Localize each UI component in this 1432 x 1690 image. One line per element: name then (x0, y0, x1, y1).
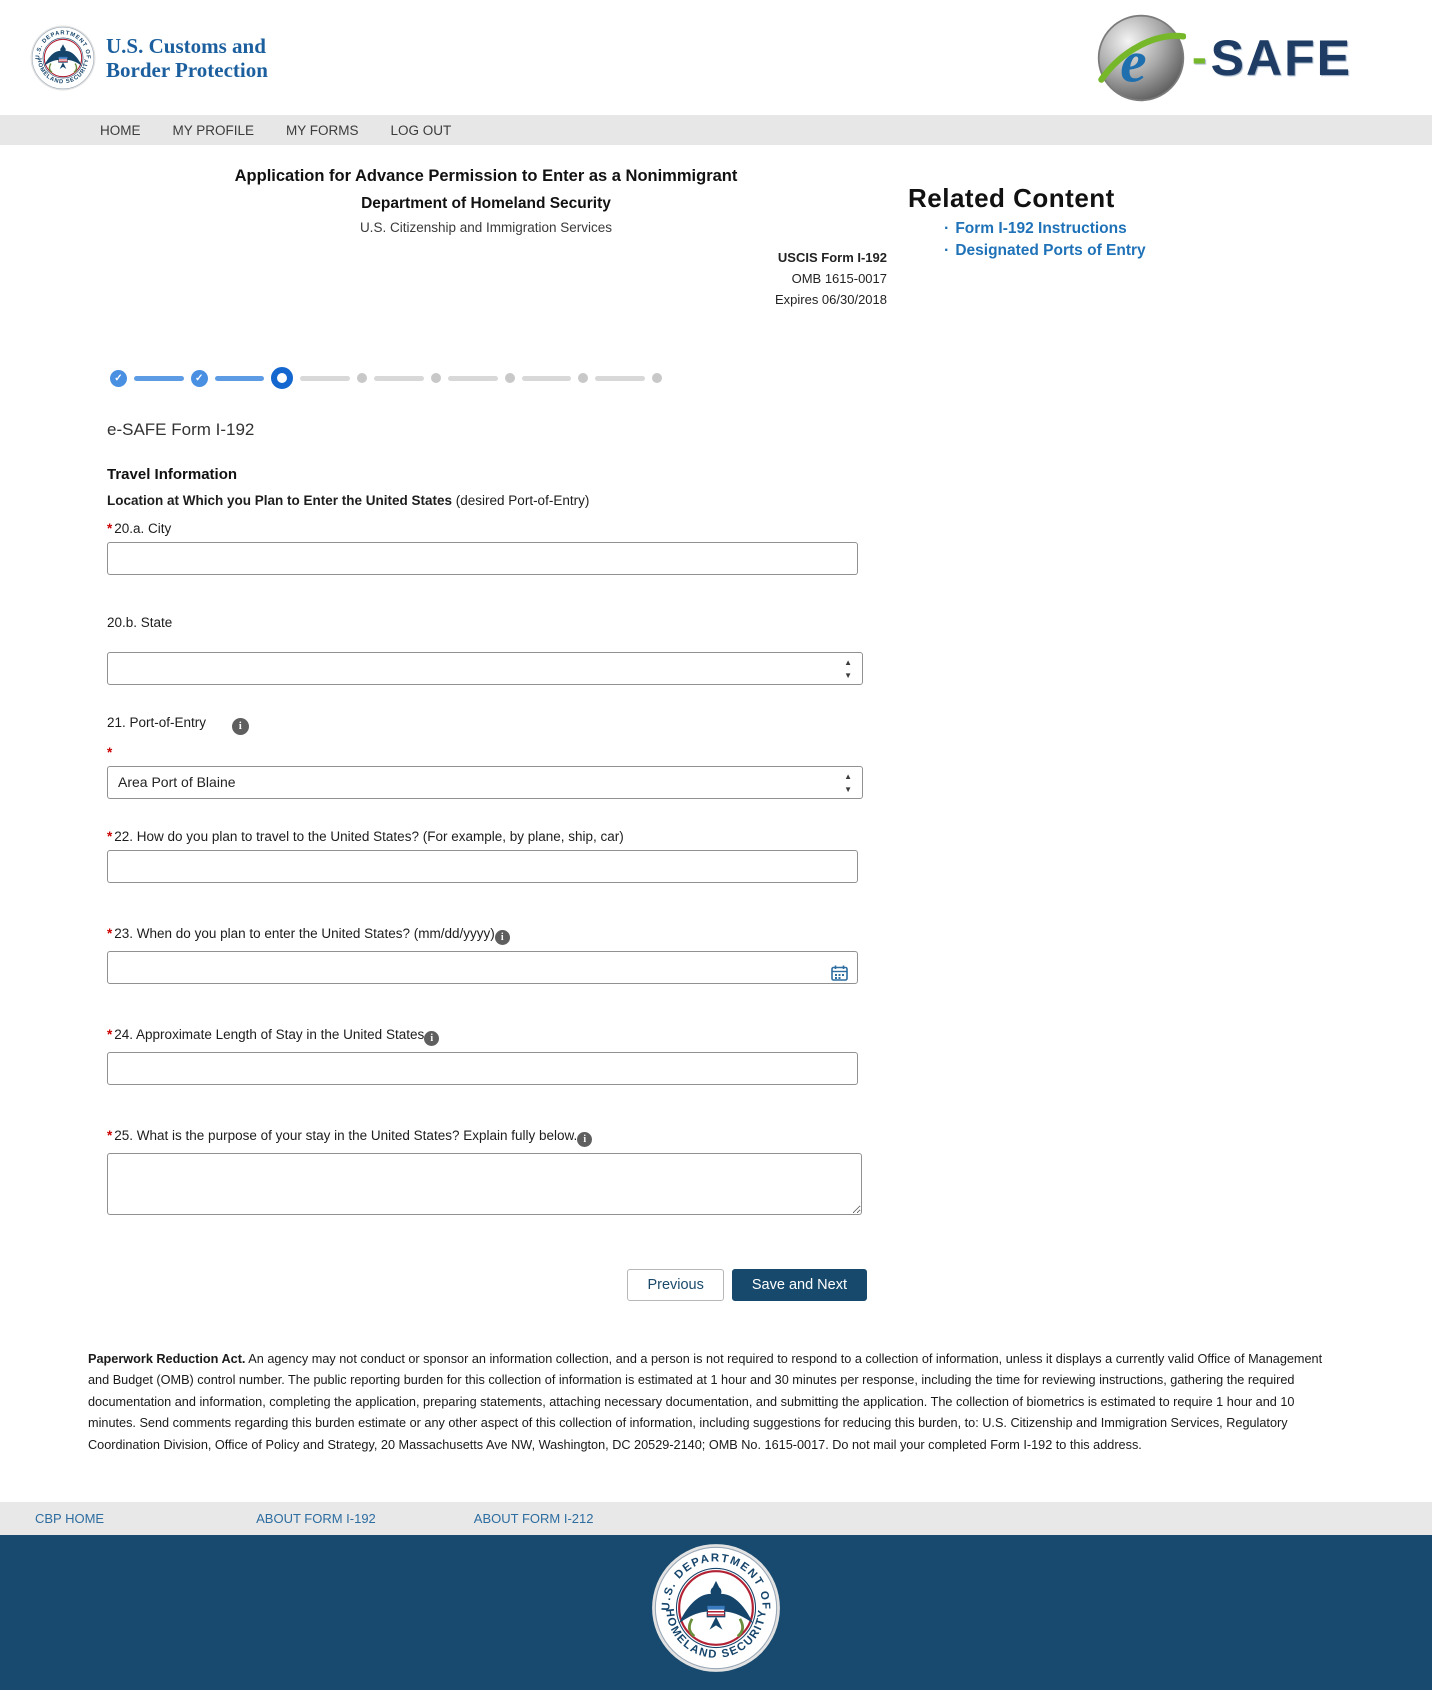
info-icon[interactable]: i (232, 718, 249, 735)
form-agency: U.S. Citizenship and Immigration Services (359, 220, 613, 235)
label-text-23: 23. When do you plan to enter the United States? (mm/dd/yyyy) (114, 925, 495, 941)
form-number: USCIS Form I-192 (777, 250, 887, 265)
state-select[interactable] (107, 652, 863, 685)
field-label-20b-state (107, 615, 1432, 630)
section-title-travel-information: Travel Information (107, 466, 238, 483)
port-of-entry-select[interactable] (107, 766, 863, 799)
cbp-brand (30, 25, 268, 91)
step-connector (374, 376, 424, 381)
paperwork-reduction-act-body: An agency may not conduct or sponsor an information collection, and a person is not required to respond to a collection of information, unless it displays a currently valid Office of Management and Budget (OMB) control number. The public reporting burden for this collection of information is estimated at 1 hour and 30 minutes per response, including the time for reviewing instructions, gathering the required documentation and information, completing the application, preparing statements, attaching necessary documentation, and submitting the application. The collection of biometrics is estimated to require 1 hour and 10 minutes. Send comments regarding this burden estimate or any other aspect of this collection of information, including suggestions for reducing this burden, to: U.S. Citizenship and Immigration Services, Regulatory Coordination Division, Office of Policy and Strategy, 20 Massachusetts Ave NW, Washington, DC 20529-2140; OMB No. 1615-0017. Do not mail your completed Form I-192 to this address. (88, 1351, 1323, 1452)
required-asterisk: * (107, 828, 113, 844)
field-label-21-port-of-entry (107, 715, 1432, 735)
related-content-panel (908, 183, 1238, 260)
label-text-20b: 20.b. State (107, 615, 173, 630)
step-8 (652, 373, 662, 383)
link-form-i192-instructions[interactable]: Form I-192 Instructions (955, 220, 1127, 237)
port-of-entry-select-value: Area Port of Blaine (118, 774, 236, 790)
step-connector (300, 376, 350, 381)
form-meta (107, 247, 887, 310)
omb-number: OMB 1615-0017 (791, 271, 887, 286)
cbp-seal-icon (30, 25, 96, 91)
required-indicator-line (107, 745, 1432, 760)
required-asterisk: * (107, 521, 113, 536)
label-text-21: 21. Port-of-Entry (107, 715, 207, 730)
previous-button[interactable]: Previous (627, 1269, 723, 1301)
step-3-current (271, 367, 293, 389)
step-connector (215, 376, 265, 381)
select-spinner-icon[interactable]: ▲ ▼ (844, 658, 852, 680)
form-title: Application for Advance Permission to Enter as a Nonimmigrant (234, 167, 738, 185)
paperwork-reduction-act-text (88, 1349, 1344, 1457)
cbp-wordmark-line2: Border Protection (106, 57, 268, 82)
label-text-25: 25. What is the purpose of your stay in the United States? Explain fully below. (114, 1127, 578, 1143)
label-text-24: 24. Approximate Length of Stay in the United States (114, 1026, 425, 1042)
step-5 (431, 373, 441, 383)
form-actions (107, 1269, 867, 1301)
entry-date-field (107, 951, 858, 984)
field-label-20a-city (107, 521, 1432, 536)
form-title-block (107, 167, 865, 235)
step-connector (522, 376, 572, 381)
page-header (0, 0, 1432, 115)
bullet-icon: · (944, 242, 950, 259)
nav-item-log-out[interactable]: LOG OUT (390, 122, 452, 138)
step-connector (134, 376, 184, 381)
required-asterisk: * (107, 925, 113, 941)
esafe-logo (1096, 13, 1352, 103)
step-6 (505, 373, 515, 383)
link-designated-ports-of-entry[interactable]: Designated Ports of Entry (955, 242, 1146, 259)
esafe-dash: - (1191, 32, 1209, 82)
cbp-wordmark (106, 34, 268, 82)
footer-link-cbp-home[interactable]: CBP HOME (35, 1511, 105, 1526)
esafe-globe-icon (1096, 13, 1186, 103)
paperwork-reduction-act-lead: Paperwork Reduction Act. (88, 1351, 246, 1366)
save-and-next-button[interactable]: Save and Next (732, 1269, 867, 1301)
main-nav (0, 115, 1432, 145)
esafe-form-label: e-SAFE Form I-192 (107, 420, 255, 439)
info-icon[interactable]: i (495, 930, 510, 945)
select-spinner-icon[interactable]: ▲ ▼ (844, 771, 852, 794)
related-link-item (944, 242, 1238, 260)
purpose-textarea[interactable] (107, 1153, 862, 1215)
page-footer (0, 1535, 1432, 1690)
step-7 (578, 373, 588, 383)
step-connector (448, 376, 498, 381)
step-4 (357, 373, 367, 383)
field-label-23-entry-date (107, 926, 1432, 945)
footer-link-bar (0, 1502, 1432, 1535)
nav-item-my-forms[interactable]: MY FORMS (286, 122, 359, 138)
nav-item-home[interactable]: HOME (100, 122, 141, 138)
field-label-22-travel-method (107, 829, 1432, 844)
footer-link-about-form-i212[interactable]: ABOUT FORM I-212 (473, 1511, 594, 1526)
bullet-icon: · (944, 220, 950, 237)
step-1-completed: ✓ (110, 370, 127, 387)
info-icon[interactable]: i (424, 1031, 439, 1046)
cbp-wordmark-line1: U.S. Customs and (106, 33, 266, 58)
calendar-icon[interactable] (831, 965, 848, 981)
info-icon[interactable]: i (577, 1132, 592, 1147)
required-asterisk: * (107, 1026, 113, 1042)
footer-link-about-form-i192[interactable]: ABOUT FORM I-192 (256, 1511, 376, 1526)
nav-item-my-profile[interactable]: MY PROFILE (172, 122, 255, 138)
entry-date-input[interactable] (107, 951, 858, 984)
dhs-seal-icon (651, 1543, 781, 1673)
field-label-25-purpose (107, 1128, 1432, 1147)
location-instruction-normal: (desired Port-of-Entry) (452, 493, 590, 508)
expiry-date: Expires 06/30/2018 (774, 292, 887, 307)
step-connector (595, 376, 645, 381)
required-asterisk: * (107, 1127, 113, 1143)
svg-text:e: e (1120, 27, 1147, 94)
related-link-item (944, 220, 1238, 238)
main-content (0, 167, 1432, 1301)
step-2-completed: ✓ (191, 370, 208, 387)
esafe-name: SAFE (1210, 29, 1352, 86)
progress-stepper (110, 366, 662, 390)
label-text-22: 22. How do you plan to travel to the United States? (For example, by plane, ship, car) (114, 828, 624, 844)
travel-method-input[interactable] (107, 850, 858, 883)
field-label-24-length-of-stay (107, 1027, 1432, 1046)
city-input[interactable] (107, 542, 858, 575)
location-instruction (107, 493, 1432, 508)
form-department: Department of Homeland Security (361, 195, 611, 212)
related-content-heading: Related Content (908, 183, 1115, 213)
required-asterisk: * (107, 744, 113, 760)
location-instruction-bold: Location at Which you Plan to Enter the United States (107, 493, 453, 508)
label-text-20a: 20.a. City (114, 521, 172, 536)
length-of-stay-input[interactable] (107, 1052, 858, 1085)
